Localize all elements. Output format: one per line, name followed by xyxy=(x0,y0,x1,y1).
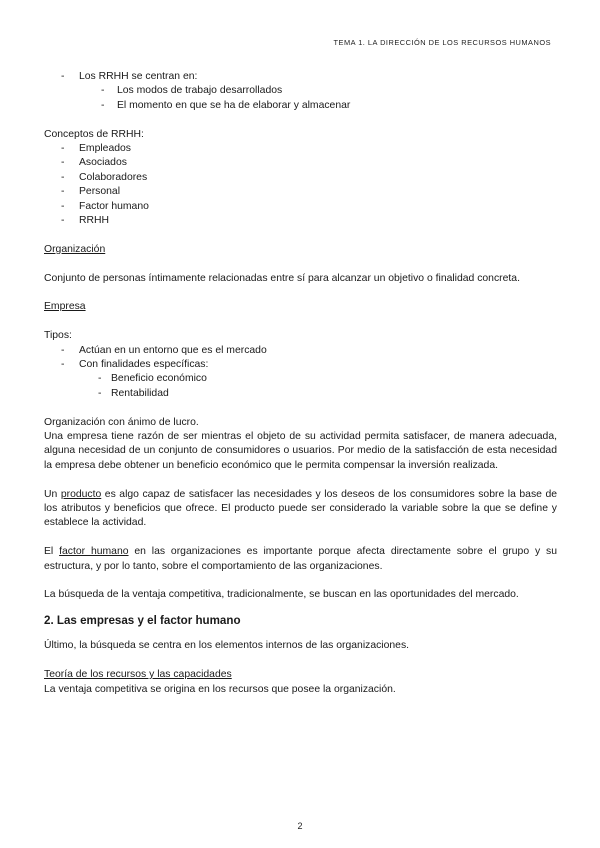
ventaja-paragraph: La búsqueda de la ventaja competitiva, tradicionalmente, se buscan en las oportunidades del mercado. xyxy=(44,589,519,601)
factor-term: factor humano xyxy=(59,546,129,558)
list-item: - Actúan en un entorno que es el mercado xyxy=(79,344,557,358)
list-item: - El momento en que se ha de elaborar y almacenar xyxy=(117,99,557,113)
list-item: - Factor humano xyxy=(79,200,557,214)
list-item: - Asociados xyxy=(79,156,557,170)
page-content xyxy=(44,70,557,697)
conceptos-list xyxy=(44,142,557,228)
list-item: - Beneficio económico xyxy=(111,372,557,386)
organizacion-heading: Organización xyxy=(44,243,106,255)
finalidades-sublist xyxy=(79,372,557,401)
list-item: - Colaboradores xyxy=(79,171,557,185)
list-item xyxy=(79,70,557,113)
lucro-statement: Organización con ánimo de lucro. xyxy=(44,416,199,428)
list-item-text: Con finalidades específicas: xyxy=(79,359,209,371)
list-item: - Personal xyxy=(79,185,557,199)
list-item: - RRHH xyxy=(79,214,557,228)
producto-post: es algo capaz de satisfacer las necesidades y los deseos de los consumidores sobre la base de los atributos y beneficios que ofrece. El producto puede ser considerado la variable sobre la que se define y establece la actividad. xyxy=(44,488,558,529)
tipos-list xyxy=(44,344,557,402)
section-2-title: 2. Las empresas y el factor humano xyxy=(44,613,241,627)
producto-term: producto xyxy=(60,488,102,500)
empresa-heading: Empresa xyxy=(44,301,86,313)
factor-post: en las organizaciones es importante porque afecta directamente sobre el grupo y su estructura, y por lo tanto, sobre el comportamiento de las organizaciones. xyxy=(44,546,557,572)
tipos-label: Tipos: xyxy=(44,330,72,342)
list-item: - Los modos de trabajo desarrollados xyxy=(117,84,557,98)
list-item-text: Los RRHH se centran en: xyxy=(79,71,198,82)
section-2-text: Último, la búsqueda se centra en los elementos internos de las organizaciones. xyxy=(44,640,410,652)
rrhh-focus-sublist xyxy=(79,84,557,113)
teoria-text: La ventaja competitiva se origina en los recursos que posee la organización. xyxy=(44,683,396,695)
empresa-paragraph: Una empresa tiene razón de ser mientras el objeto de su actividad permita satisfacer, de manera adecuada, alguna necesidad de un conjunto de consumidores o usuarios. Por medio de la satisfacción de esta necesidad la empresa debe obtener un beneficio económico que le permita compensar la inversión realizada. xyxy=(44,431,557,471)
list-item: - Empleados xyxy=(79,142,557,156)
list-item: - Rentabilidad xyxy=(111,387,557,401)
page-number: 2 xyxy=(297,821,303,831)
running-header: TEMA 1. LA DIRECCIÓN DE LOS RECURSOS HUMANOS xyxy=(333,38,551,47)
factor-pre: El xyxy=(44,546,60,558)
producto-pre: Un xyxy=(44,488,61,500)
conceptos-title: Conceptos de RRHH: xyxy=(44,128,144,140)
list-item xyxy=(79,358,557,401)
factor-paragraph xyxy=(44,545,557,574)
producto-paragraph xyxy=(44,488,557,531)
teoria-heading: Teoría de los recursos y las capacidades xyxy=(44,669,232,681)
organizacion-definition: Conjunto de personas íntimamente relacionadas entre sí para alcanzar un objetivo o finalidad concreta. xyxy=(44,272,520,284)
rrhh-focus-list xyxy=(44,70,557,113)
